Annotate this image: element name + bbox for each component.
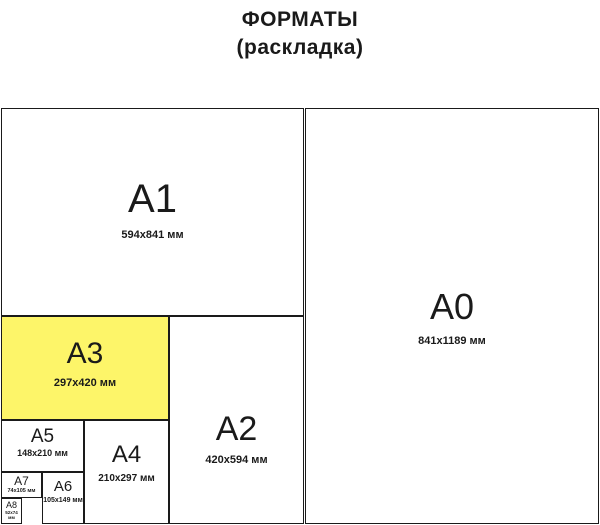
format-box-a7 — [1, 472, 42, 498]
format-dims-a1: 594x841 мм — [121, 229, 184, 241]
format-label-a2 — [170, 412, 303, 466]
format-label-a6 — [43, 479, 83, 505]
format-name-a6: A6 — [53, 478, 73, 495]
format-box-a2 — [169, 316, 304, 524]
format-dims-a4: 210x297 мм — [98, 473, 155, 484]
format-label-a5 — [2, 427, 83, 459]
format-dims-a6: 105x149 мм — [43, 497, 83, 504]
format-label-a1 — [2, 179, 303, 241]
format-box-a1 — [1, 108, 304, 316]
paper-format-layout-diagram — [0, 108, 600, 525]
format-dims-a0: 841x1189 мм — [418, 335, 486, 347]
format-label-a3 — [2, 339, 168, 389]
format-label-a4 — [85, 443, 168, 484]
format-label-a8 — [2, 501, 21, 521]
format-name-a7: A7 — [14, 474, 29, 488]
format-box-a6 — [42, 472, 84, 524]
format-box-a4 — [84, 420, 169, 524]
format-name-a5: A5 — [30, 426, 55, 447]
format-name-a1: A1 — [128, 177, 177, 221]
format-dims-a3: 297x420 мм — [53, 377, 117, 389]
title-line-1: ФОРМАТЫ — [241, 8, 359, 31]
page-title — [0, 0, 600, 63]
format-dims-a8: 52x74 мм — [5, 510, 18, 520]
format-label-a7 — [2, 475, 41, 494]
format-label-a0 — [306, 286, 598, 347]
format-box-a0 — [305, 108, 599, 524]
format-dims-a2: 420x594 мм — [205, 454, 268, 466]
format-name-a3: A3 — [66, 337, 104, 370]
format-box-a3 — [1, 316, 169, 420]
format-dims-a7: 74x105 мм — [7, 488, 36, 494]
format-name-a2: A2 — [215, 410, 258, 448]
format-dims-a5: 148x210 мм — [17, 448, 68, 458]
format-box-a5 — [1, 420, 84, 472]
title-line-2: (раскладка) — [236, 36, 364, 60]
format-box-a8 — [1, 498, 22, 524]
format-name-a4: A4 — [111, 441, 142, 468]
format-name-a8: A8 — [5, 500, 17, 510]
format-name-a0: A0 — [429, 286, 475, 327]
